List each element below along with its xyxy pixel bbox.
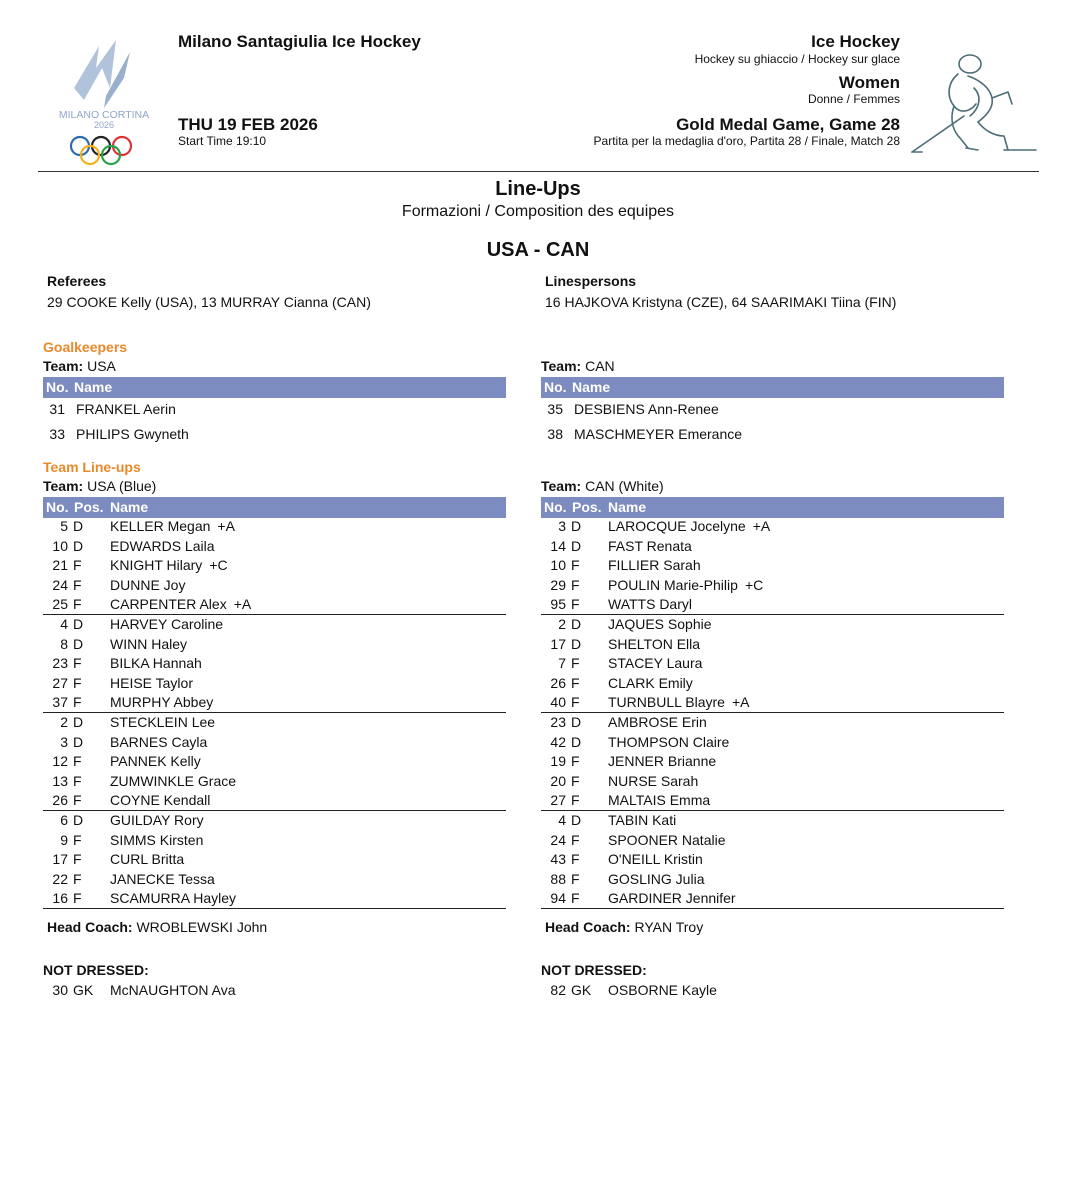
referees-label: Referees — [47, 273, 107, 289]
milano-cortina-logo — [44, 38, 164, 168]
lineup-row — [43, 811, 506, 831]
player-number: 42 — [550, 733, 566, 750]
player-name-text: AMBROSE Erin — [608, 714, 707, 730]
player-number: 31 — [49, 401, 65, 417]
player-name-text: COYNE Kendall — [110, 792, 211, 809]
goalkeepers-section-title: Goalkeepers — [43, 339, 128, 355]
player-name-text: POULIN Marie-Philip — [608, 576, 738, 593]
player-name — [110, 654, 209, 674]
player-number: 94 — [550, 890, 566, 907]
col-no-header: No. — [544, 379, 567, 395]
player-name — [608, 595, 699, 615]
player-name-text: TABIN Kati — [608, 812, 677, 828]
player-name — [110, 831, 210, 851]
player-position: GK — [571, 982, 592, 998]
lineup-row — [43, 791, 506, 811]
player-name-text: SIMMS Kirsten — [110, 831, 204, 848]
player-position: F — [571, 694, 580, 711]
player-number: 22 — [52, 870, 68, 887]
col-name-header: Name — [110, 499, 149, 515]
player-name — [110, 693, 220, 713]
player-position: F — [571, 851, 580, 868]
lineup-table-header-left — [43, 497, 506, 518]
lineup-row — [43, 733, 506, 753]
svg-text:MILANO CORTINA: MILANO CORTINA — [58, 109, 150, 121]
referees-list: 29 COOKE Kelly (USA), 13 MURRAY Cianna (CAN) — [47, 294, 371, 310]
sport-title: Ice Hockey — [811, 32, 900, 51]
player-position: F — [571, 890, 580, 907]
player-name — [608, 615, 719, 635]
player-position: F — [73, 694, 82, 711]
head-coach-label: Head Coach: — [47, 919, 133, 935]
player-number: 7 — [558, 655, 566, 672]
lineup-row — [541, 556, 1004, 576]
goalkeepers-team-left — [43, 358, 116, 374]
player-name: MASCHMEYER Emerance — [574, 426, 743, 442]
player-number: 14 — [550, 537, 566, 554]
player-position: F — [571, 557, 580, 574]
player-name — [608, 811, 683, 831]
line-separator — [541, 908, 1004, 909]
player-number: 17 — [52, 851, 68, 868]
lineup-row — [43, 831, 506, 851]
linespersons-label: Linespersons — [545, 273, 637, 289]
player-number: 21 — [52, 557, 68, 574]
player-name — [608, 537, 699, 557]
document-title: Line-Ups — [495, 178, 581, 200]
lineup-row — [541, 811, 1004, 831]
goalkeeper-row — [541, 399, 1004, 419]
player-number: 24 — [52, 576, 68, 593]
player-number: 40 — [550, 694, 566, 711]
player-name — [110, 791, 217, 811]
player-name-text: GARDINER Jennifer — [608, 890, 736, 907]
col-name-header: Name — [74, 379, 113, 395]
player-name: PHILIPS Gwyneth — [76, 426, 189, 442]
captaincy-mark: +A — [731, 694, 750, 711]
player-name-text: STACEY Laura — [608, 655, 703, 672]
lineup-row — [43, 772, 506, 792]
player-number: 17 — [550, 635, 566, 652]
player-name — [608, 870, 711, 890]
col-no-header: No. — [544, 499, 567, 515]
matchup-title: USA - CAN — [486, 239, 590, 261]
player-name — [110, 556, 228, 576]
player-name-text: EDWARDS Laila — [110, 537, 215, 554]
lineup-row — [43, 635, 506, 655]
player-name-text: DUNNE Joy — [110, 576, 186, 593]
document-subtitle: Formazioni / Composition des equipes — [401, 203, 675, 220]
lineup-row — [43, 517, 506, 537]
col-name-header: Name — [572, 379, 611, 395]
player-name — [110, 595, 251, 615]
player-position: F — [571, 596, 580, 613]
player-position: D — [73, 733, 84, 750]
player-number: 29 — [550, 576, 566, 593]
player-name-text: TURNBULL Blayre — [608, 694, 725, 711]
captaincy-mark: +C — [744, 576, 764, 593]
player-name-text: LAROCQUE Jocelyne — [608, 518, 746, 534]
lineup-row — [541, 733, 1004, 753]
player-name-text: JANECKE Tessa — [110, 870, 215, 887]
player-position: F — [73, 557, 82, 574]
player-number: 9 — [60, 831, 68, 848]
player-name: McNAUGHTON Ava — [110, 982, 236, 998]
lineup-row — [541, 654, 1004, 674]
hockey-player-icon — [908, 52, 1040, 158]
player-name — [608, 713, 714, 733]
start-time: Start Time 19:10 — [178, 134, 267, 148]
player-name — [110, 772, 243, 792]
linespersons-list: 16 HAJKOVA Kristyna (CZE), 64 SAARIMAKI Tiina (FIN) — [545, 294, 897, 310]
player-name — [110, 635, 194, 655]
player-name-text: WATTS Daryl — [608, 596, 692, 613]
lineup-row — [43, 576, 506, 596]
lineup-row — [43, 674, 506, 694]
player-position: F — [571, 792, 580, 809]
lineup-row — [541, 595, 1004, 615]
player-name — [110, 674, 200, 694]
venue-name: Milano Santagiulia Ice Hockey — [178, 32, 421, 51]
player-position: GK — [73, 982, 94, 998]
goalkeeper-row — [43, 424, 506, 444]
player-number: 12 — [52, 753, 68, 770]
player-position: F — [73, 674, 82, 691]
not-dressed-title-left: NOT DRESSED: — [43, 962, 149, 978]
player-position: D — [73, 635, 84, 652]
lineup-row — [541, 635, 1004, 655]
player-position: F — [571, 655, 580, 672]
player-name-text: STECKLEIN Lee — [110, 714, 216, 730]
lineup-row — [541, 693, 1004, 713]
player-name — [608, 850, 710, 870]
player-position: D — [571, 714, 582, 730]
player-name-text: BILKA Hannah — [110, 655, 202, 672]
player-position: F — [73, 772, 82, 789]
col-pos-header: Pos. — [74, 499, 104, 515]
player-number: 3 — [60, 733, 68, 750]
team-name: CAN (White) — [585, 478, 664, 494]
lineup-row — [541, 537, 1004, 557]
player-name-text: JAQUES Sophie — [608, 616, 712, 632]
lineup-row — [43, 889, 506, 909]
player-name — [110, 576, 192, 596]
lineup-row — [541, 576, 1004, 596]
lineup-row — [541, 713, 1004, 733]
player-number: 38 — [547, 426, 563, 442]
team-name: CAN — [585, 358, 615, 374]
player-name — [110, 889, 243, 909]
lineup-row — [43, 615, 506, 635]
lineup-row — [43, 850, 506, 870]
svg-text:2026: 2026 — [93, 120, 115, 130]
player-position: D — [571, 616, 582, 632]
game-date: THU 19 FEB 2026 — [178, 115, 318, 134]
lineup-row — [541, 517, 1004, 537]
player-position: F — [73, 753, 82, 770]
goalkeepers-table-header-right — [541, 377, 1004, 398]
team-label: Team: — [541, 358, 582, 374]
player-number: 95 — [550, 596, 566, 613]
lineup-row — [541, 772, 1004, 792]
gender-subtitle: Donne / Femmes — [807, 92, 900, 106]
player-name: OSBORNE Kayle — [608, 982, 717, 998]
player-name — [110, 517, 235, 537]
player-name-text: NURSE Sarah — [608, 772, 699, 789]
lineup-row — [43, 595, 506, 615]
lineup-row — [541, 674, 1004, 694]
player-number: 4 — [60, 616, 68, 632]
goalkeepers-team-right — [541, 358, 615, 374]
player-name-text: FAST Renata — [608, 537, 692, 554]
captaincy-mark: +A — [233, 596, 252, 613]
player-position: D — [571, 733, 582, 750]
lineup-row — [541, 889, 1004, 909]
player-position: D — [571, 518, 582, 534]
player-number: 10 — [550, 557, 566, 574]
lineup-row — [541, 831, 1004, 851]
player-name — [608, 674, 700, 694]
lineup-row — [43, 537, 506, 557]
head-coach-right — [545, 919, 703, 935]
head-coach-left — [47, 919, 267, 935]
lineup-row — [43, 654, 506, 674]
head-coach-name: WROBLEWSKI John — [136, 919, 268, 935]
player-name-text: CARPENTER Alex — [110, 596, 227, 613]
player-position: F — [73, 792, 82, 809]
col-no-header: No. — [46, 379, 69, 395]
player-name — [608, 576, 763, 596]
player-name-text: KELLER Megan — [110, 518, 211, 534]
player-position: F — [73, 831, 82, 848]
player-number: 27 — [52, 674, 68, 691]
team-lineups-section-title: Team Line-ups — [43, 459, 141, 475]
player-name — [110, 733, 214, 753]
player-position: D — [73, 518, 84, 534]
player-name-text: FILLIER Sarah — [608, 557, 701, 574]
player-name-text: WINN Haley — [110, 635, 188, 652]
player-position: D — [73, 812, 84, 828]
goalkeeper-row — [541, 424, 1004, 444]
player-name-text: HARVEY Caroline — [110, 616, 224, 632]
player-number: 19 — [550, 753, 566, 770]
player-number: 43 — [550, 851, 566, 868]
player-position: F — [73, 596, 82, 613]
player-number: 88 — [550, 870, 566, 887]
player-number: 2 — [60, 714, 68, 730]
captaincy-mark: +A — [752, 518, 771, 534]
player-name-text: GUILDAY Rory — [110, 812, 204, 828]
player-name-text: GOSLING Julia — [608, 870, 705, 887]
player-position: F — [571, 870, 580, 887]
player-name-text: BARNES Cayla — [110, 733, 208, 750]
player-name — [608, 791, 717, 811]
captaincy-mark: +C — [209, 557, 228, 574]
player-position: F — [571, 772, 580, 789]
player-position: D — [571, 635, 582, 652]
player-number: 8 — [60, 635, 68, 652]
team-label: Team: — [43, 478, 84, 494]
player-number: 82 — [550, 982, 566, 998]
player-number: 26 — [550, 674, 566, 691]
player-name-text: JENNER Brianne — [608, 753, 717, 770]
player-position: D — [73, 714, 84, 730]
player-name — [608, 556, 708, 576]
not-dressed-row — [541, 981, 1004, 1001]
player-name — [110, 537, 222, 557]
team-label: Team: — [541, 478, 582, 494]
player-number: 33 — [49, 426, 65, 442]
player-number: 23 — [52, 655, 68, 672]
col-no-header: No. — [46, 499, 69, 515]
player-name — [608, 693, 749, 713]
player-name-text: HEISE Taylor — [110, 674, 193, 691]
lineup-row — [541, 791, 1004, 811]
player-name — [608, 889, 743, 909]
player-name — [110, 811, 211, 831]
lineup-row — [43, 556, 506, 576]
player-number: 3 — [558, 518, 566, 534]
player-position: F — [73, 870, 82, 887]
player-number: 4 — [558, 812, 566, 828]
lineup-row — [43, 713, 506, 733]
player-name — [110, 615, 230, 635]
team-name: USA — [87, 358, 116, 374]
player-position: F — [73, 576, 82, 593]
head-coach-label: Head Coach: — [545, 919, 631, 935]
goalkeeper-row — [43, 399, 506, 419]
player-position: D — [571, 537, 582, 554]
lineup-row — [43, 870, 506, 890]
player-number: 25 — [52, 596, 68, 613]
player-number: 6 — [60, 812, 68, 828]
player-number: 13 — [52, 772, 68, 789]
player-name — [608, 752, 723, 772]
player-name-text: SPOONER Natalie — [608, 831, 726, 848]
player-number: 16 — [52, 890, 68, 907]
player-number: 26 — [52, 792, 68, 809]
player-number: 2 — [558, 616, 566, 632]
sport-subtitle: Hockey su ghiaccio / Hockey sur glace — [694, 52, 900, 66]
player-name — [110, 850, 191, 870]
event-title: Gold Medal Game, Game 28 — [676, 115, 900, 134]
lineup-row — [541, 615, 1004, 635]
player-position: F — [571, 831, 580, 848]
player-number: 20 — [550, 772, 566, 789]
player-name-text: CURL Britta — [110, 851, 185, 868]
team-label: Team: — [43, 358, 84, 374]
player-name — [608, 772, 705, 792]
player-name — [608, 654, 709, 674]
player-number: 10 — [52, 537, 68, 554]
player-name-text: PANNEK Kelly — [110, 753, 201, 770]
player-name: DESBIENS Ann-Renee — [574, 401, 719, 417]
player-name — [608, 831, 732, 851]
player-position: F — [73, 851, 82, 868]
lineup-team-right — [541, 478, 664, 494]
player-name — [608, 635, 707, 655]
lineup-row — [43, 752, 506, 772]
player-number: 30 — [52, 982, 68, 998]
captaincy-mark: +A — [217, 518, 235, 534]
gender-title: Women — [838, 73, 900, 92]
event-subtitle: Partita per la medaglia d'oro, Partita 28 / Finale, Match 28 — [593, 134, 900, 148]
player-name-text: ZUMWINKLE Grace — [110, 772, 237, 789]
player-number: 37 — [52, 694, 68, 711]
not-dressed-row — [43, 981, 506, 1001]
player-number: 23 — [550, 714, 566, 730]
player-number: 35 — [547, 401, 563, 417]
player-name-text: KNIGHT Hilary — [110, 557, 203, 574]
player-position: F — [571, 753, 580, 770]
player-position: F — [73, 655, 82, 672]
player-number: 5 — [60, 518, 68, 534]
player-number: 24 — [550, 831, 566, 848]
player-name — [110, 713, 222, 733]
player-name — [608, 733, 736, 753]
player-name: FRANKEL Aerin — [76, 401, 176, 417]
player-name — [608, 517, 770, 537]
player-position: F — [73, 890, 82, 907]
goalkeepers-table-header-left — [43, 377, 506, 398]
player-position: D — [571, 812, 582, 828]
header-divider — [38, 171, 1039, 172]
player-name-text: MALTAIS Emma — [608, 792, 711, 809]
col-name-header: Name — [608, 499, 647, 515]
player-name-text: SCAMURRA Hayley — [110, 890, 237, 907]
player-number: 27 — [550, 792, 566, 809]
lineup-row — [541, 850, 1004, 870]
not-dressed-title-right: NOT DRESSED: — [541, 962, 647, 978]
lineup-row — [541, 752, 1004, 772]
head-coach-name: RYAN Troy — [634, 919, 704, 935]
player-name-text: SHELTON Ella — [608, 635, 701, 652]
lineup-row — [43, 693, 506, 713]
team-name: USA (Blue) — [87, 478, 157, 494]
lineup-row — [541, 870, 1004, 890]
player-name-text: THOMPSON Claire — [608, 733, 730, 750]
lineup-table-header-right — [541, 497, 1004, 518]
player-name-text: O'NEILL Kristin — [608, 851, 703, 868]
player-position: F — [571, 674, 580, 691]
line-separator — [43, 908, 506, 909]
player-name — [110, 752, 208, 772]
player-position: F — [571, 576, 580, 593]
player-name-text: MURPHY Abbey — [110, 694, 214, 711]
player-position: D — [73, 616, 84, 632]
player-name — [110, 870, 222, 890]
col-pos-header: Pos. — [572, 499, 602, 515]
player-position: D — [73, 537, 84, 554]
lineup-team-left — [43, 478, 156, 494]
player-name-text: CLARK Emily — [608, 674, 693, 691]
